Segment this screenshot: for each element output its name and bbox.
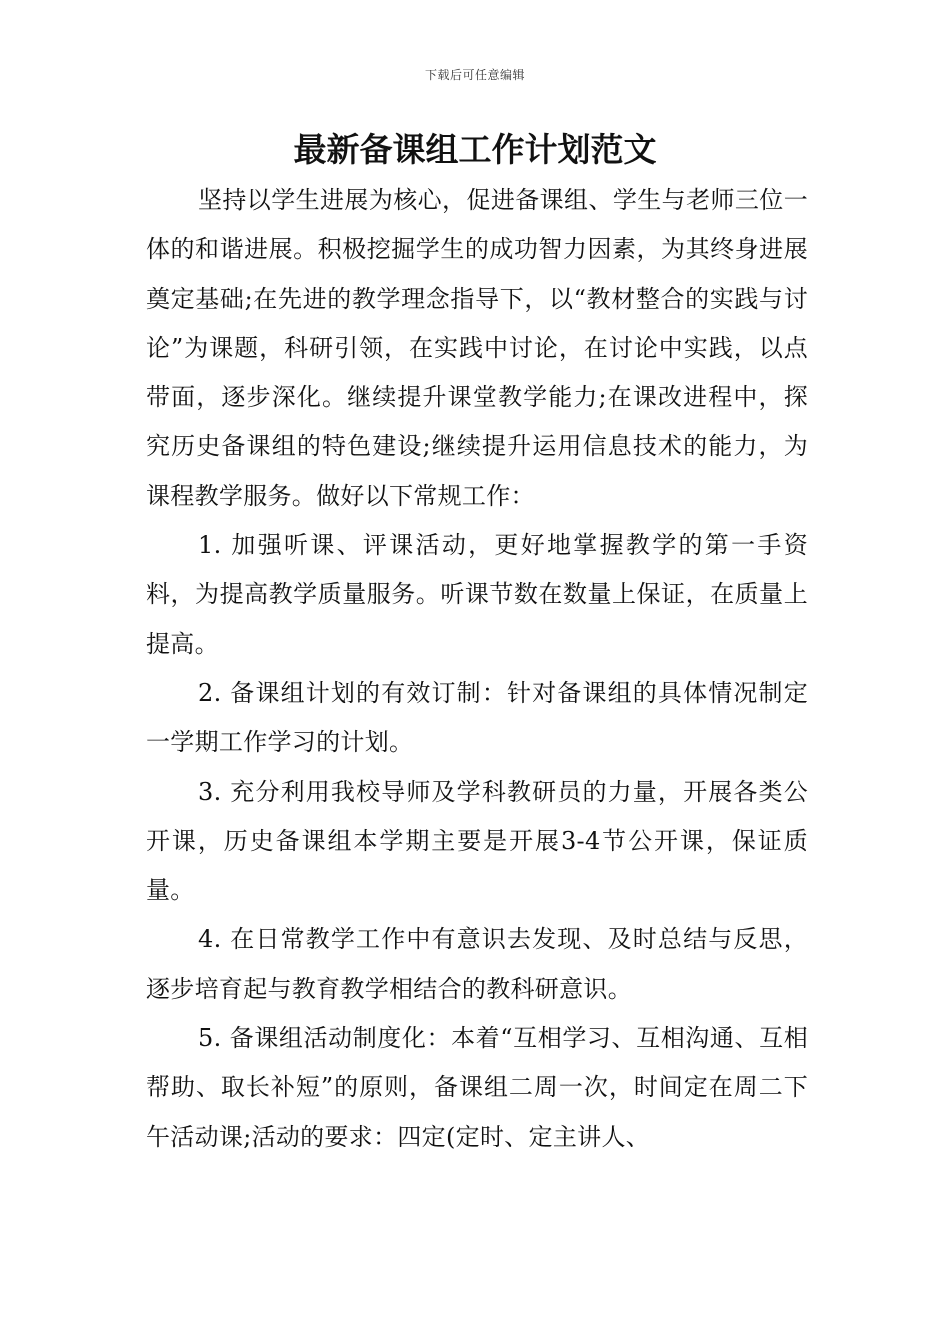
document-title: 最新备课组工作计划范文 <box>293 130 657 169</box>
item-3-paragraph: 3. 充分利用我校导师及学科教研员的力量，开展各类公开课，历史备课组本学期主要是开展3-4节公开课，保证质量。 <box>146 777 808 905</box>
document-body <box>146 176 808 1162</box>
item-4-paragraph: 4. 在日常教学工作中有意识去发现、及时总结与反思，逐步培育起与教育教学相结合的教科研意识。 <box>146 925 808 1003</box>
item-2-paragraph: 2. 备课组计划的有效订制：针对备课组的具体情况制定一学期工作学习的计划。 <box>146 678 808 757</box>
intro-paragraph: 坚持以学生进展为核心，促进备课组、学生与老师三位一体的和谐进展。积极挖掘学生的成功智力因素，为其终身进展奠定基础;在先进的教学理念指导下，以“教材整合的实践与讨论”为课题，科研引领，在实践中讨论，在讨论中实践，以点带面，逐步深化。继续提升课堂教学能力;在课改进程中，探究历史备课组的特色建设;继续提升运用信息技术的能力，为课程教学服务。做好以下常规工作： <box>146 186 808 510</box>
item-1-paragraph: 1. 加强听课、评课活动，更好地掌握教学的第一手资料，为提高教学质量服务。听课节数在数量上保证，在质量上提高。 <box>146 531 808 658</box>
item-5-paragraph: 5. 备课组活动制度化：本着“互相学习、互相沟通、互相帮助、取长补短”的原则，备课组二周一次，时间定在周二下午活动课;活动的要求：四定(定时、定主讲人、 <box>146 1024 808 1151</box>
header-note: 下载后可任意编辑 <box>424 68 525 82</box>
